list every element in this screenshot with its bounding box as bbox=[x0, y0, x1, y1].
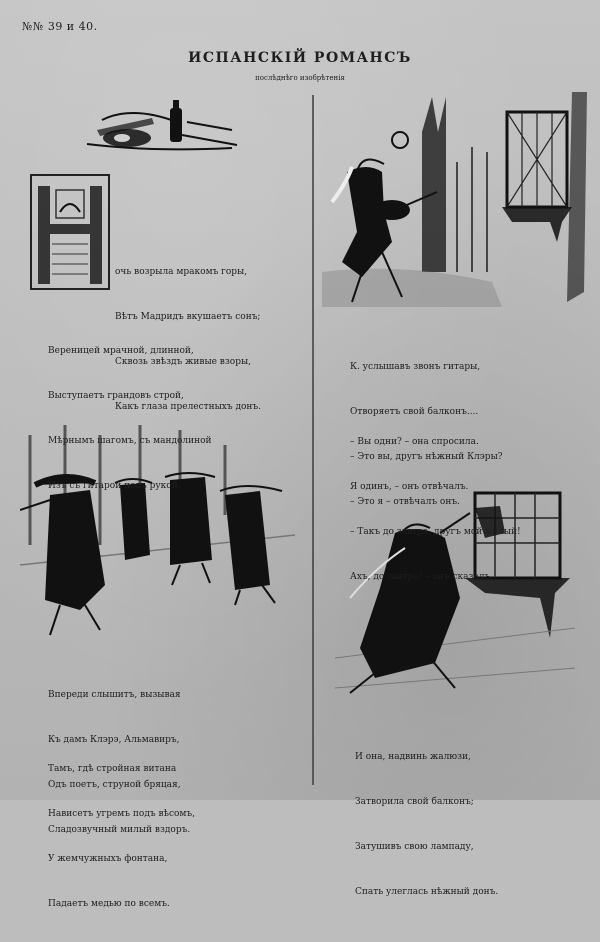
verse-line: Сквозь звѣздъ живые взоры, bbox=[115, 357, 251, 367]
guitar-still-life-illustration bbox=[82, 100, 242, 155]
verse-line: К. услышавъ звонъ гитары, bbox=[350, 362, 481, 372]
verse-line: Ахъ, до завтра! – онъ сказалъ. bbox=[350, 572, 494, 582]
verse-line: Затворила свой балконъ; bbox=[355, 797, 474, 807]
verse-line: Падаетъ медью по всемъ. bbox=[48, 899, 170, 909]
verse-line: Выступаетъ грандовъ строй, bbox=[48, 391, 184, 401]
serenade-street-illustration bbox=[322, 92, 592, 312]
page-title: ИСПАНСКІЙ РОМАНСЪ bbox=[188, 50, 412, 66]
verse-right-2 bbox=[350, 405, 521, 615]
verse-line: – Это вы, другъ нѣжный Клэры? bbox=[350, 452, 503, 462]
verse-line: Тамъ, гдѣ стройная витана bbox=[48, 764, 177, 774]
verse-line: Одъ поетъ, струной бряцая, bbox=[48, 780, 181, 790]
initial-letter-ornament bbox=[30, 174, 110, 290]
column-divider bbox=[312, 95, 314, 785]
verse-line: Вереницей мрачной, длинной, bbox=[48, 346, 194, 356]
verse-line: Къ дамъ Клэрэ, Альмавиръ, bbox=[48, 735, 180, 745]
verse-line: Впереди слышитъ, вызывая bbox=[48, 690, 181, 700]
verse-line: – Вы одни? – она спросила. bbox=[350, 437, 479, 447]
verse-line: Я одинъ, – онъ отвѣчалъ. bbox=[350, 482, 469, 492]
verse-line: Изъ съ гитарой подъ рукой. bbox=[48, 481, 181, 491]
verse-line: Мѣрнымъ шагомъ, съ мандолиной bbox=[48, 436, 212, 446]
verse-line: – Это я – отвѣчалъ онъ. bbox=[350, 497, 460, 507]
verse-line: Затушивъ свою лампаду, bbox=[355, 842, 474, 852]
page-subtitle: послѣднѣго изобрѣтенія bbox=[255, 74, 345, 82]
verse-line: Какъ глаза прелестныхъ донъ. bbox=[115, 402, 261, 412]
verse-line: Вѣтъ Мадридъ вкушаетъ сонъ; bbox=[115, 312, 261, 322]
verse-line: Сладозвучный милый вздоръ. bbox=[48, 825, 191, 835]
verse-line: Отворяетъ свой балконъ.... bbox=[350, 407, 479, 417]
verse-right-3 bbox=[355, 720, 498, 930]
verse-line: очь возрыла мракомъ горы, bbox=[115, 267, 248, 277]
verse-line: – Такъ до завтра, другъ мой милый! bbox=[350, 527, 521, 537]
verse-left-2 bbox=[48, 314, 212, 524]
verse-line: У жемчужныхъ фонтана, bbox=[48, 854, 168, 864]
verse-line: И она, надвинь жалюзи, bbox=[355, 752, 471, 762]
verse-line: Спать улеглась нѣжный донъ. bbox=[355, 887, 499, 897]
issue-number: №№ 39 и 40. bbox=[22, 20, 98, 33]
verse-left-4 bbox=[48, 732, 195, 942]
verse-line: Нависетъ угремъ подъ вѣсомъ, bbox=[48, 809, 195, 819]
